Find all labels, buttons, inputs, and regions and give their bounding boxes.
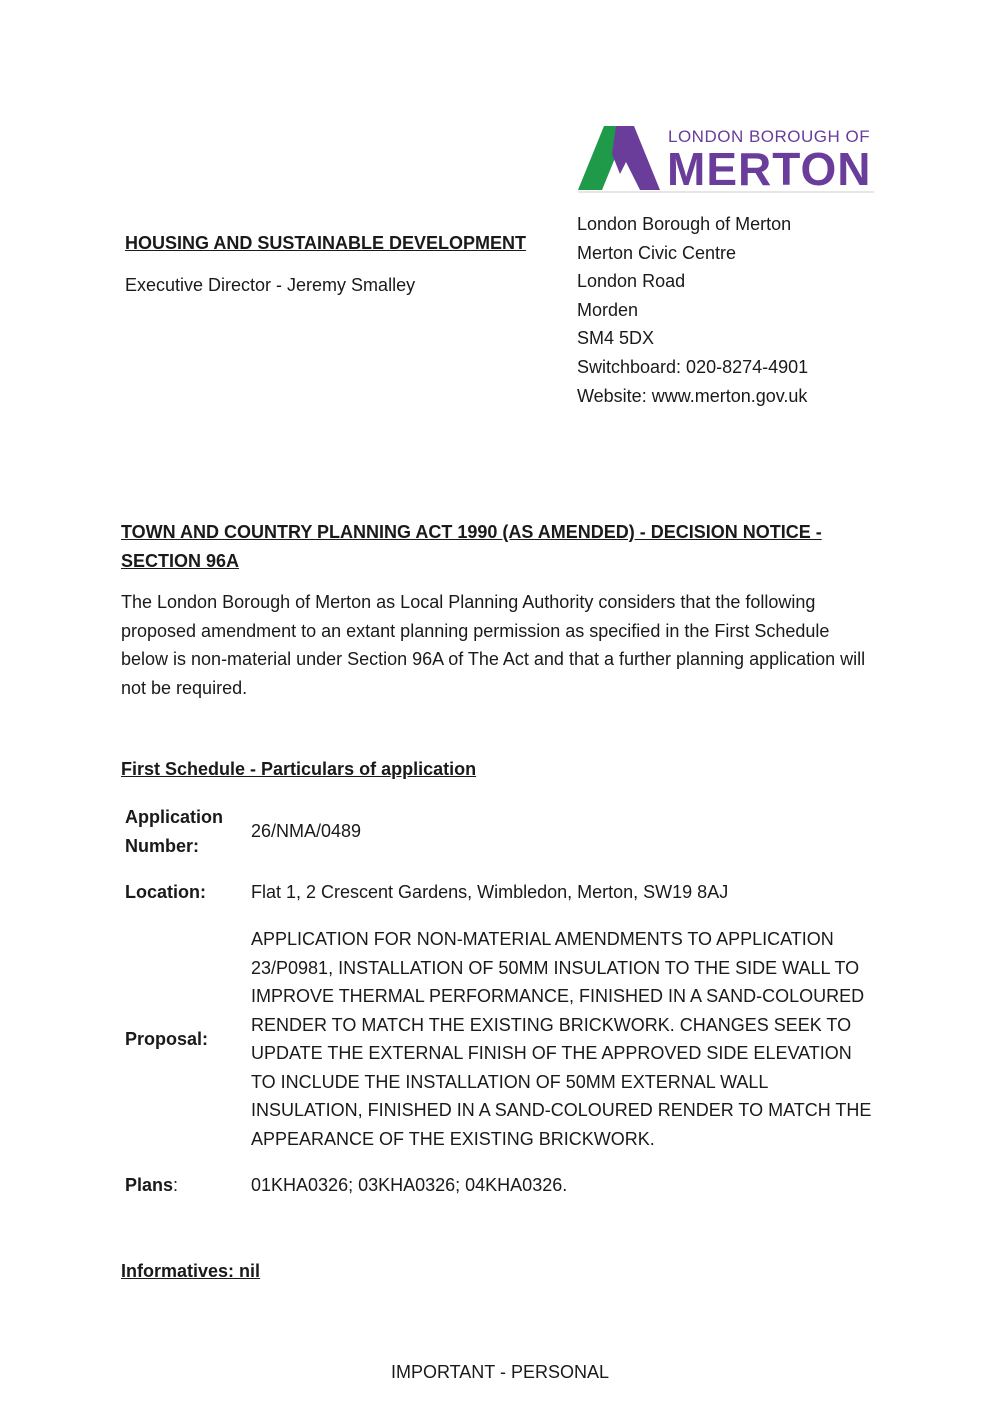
address-line-building: Merton Civic Centre [577,242,737,263]
proposal-label: Proposal: [125,1029,209,1049]
department-director: Executive Director - Jeremy Smalley [125,275,416,295]
merton-logo [576,122,876,194]
plans-label-colon: : [173,1175,179,1195]
logo-text-borough: LONDON BOROUGH OF [668,127,871,146]
address-block [577,210,808,410]
address-line-website: Website: www.merton.gov.uk [577,385,808,406]
footer-marking: IMPORTANT - PERSONAL [390,1362,610,1382]
application-number-value: 26/NMA/0489 [251,821,362,841]
location-label: Location: [125,882,206,902]
department-title: HOUSING AND SUSTAINABLE DEVELOPMENT [125,233,527,253]
schedule-title: First Schedule - Particulars of application [121,759,477,779]
informatives-heading: Informatives: nil [121,1261,261,1281]
application-number-label: Application Number: [125,807,223,856]
address-line-switchboard: Switchboard: 020-8274-4901 [577,356,809,377]
notice-body: The London Borough of Merton as Local Planning Authority considers that the following proposed amendment to an extant planning permission as specified in the First Schedule below is non-material under Section 96A of The Act and that a further planning application will not be required. [121,592,866,698]
notice-title: TOWN AND COUNTRY PLANNING ACT 1990 (AS AMENDED) - DECISION NOTICE - SECTION 96A [121,522,822,571]
logo-text-merton: MERTON [667,143,872,194]
address-line-organisation: London Borough of Merton [577,214,792,234]
plans-label-text: Plans [125,1175,174,1195]
location-value: Flat 1, 2 Crescent Gardens, Wimbledon, Merton, SW19 8AJ [251,882,729,902]
logo-purple-shape [612,126,660,190]
plans-label [125,1171,178,1200]
address-line-town: Morden [577,299,639,320]
address-line-postcode: SM4 5DX [577,328,655,349]
plans-value: 01KHA0326; 03KHA0326; 04KHA0326. [251,1175,568,1195]
address-line-street: London Road [577,271,686,292]
proposal-value: APPLICATION FOR NON-MATERIAL AMENDMENTS TO APPLICATION 23/P0981, INSTALLATION OF 50MM INSULATION TO THE SIDE WALL TO IMPROVE THERMAL PERFORMANCE, FINISHED IN A SAND-COLOURED RENDER TO MATCH THE EXISTING BRICKWORK. CHANGES SEEK TO UPDATE THE EXTERNAL FINISH OF THE APPROVED SIDE ELEVATION TO INCLUDE THE INSTALLATION OF 50MM EXTERNAL WALL INSULATION, FINISHED IN A SAND-COLOURED RENDER TO MATCH THE APPEARANCE OF THE EXISTING BRICKWORK. [251,929,872,1149]
